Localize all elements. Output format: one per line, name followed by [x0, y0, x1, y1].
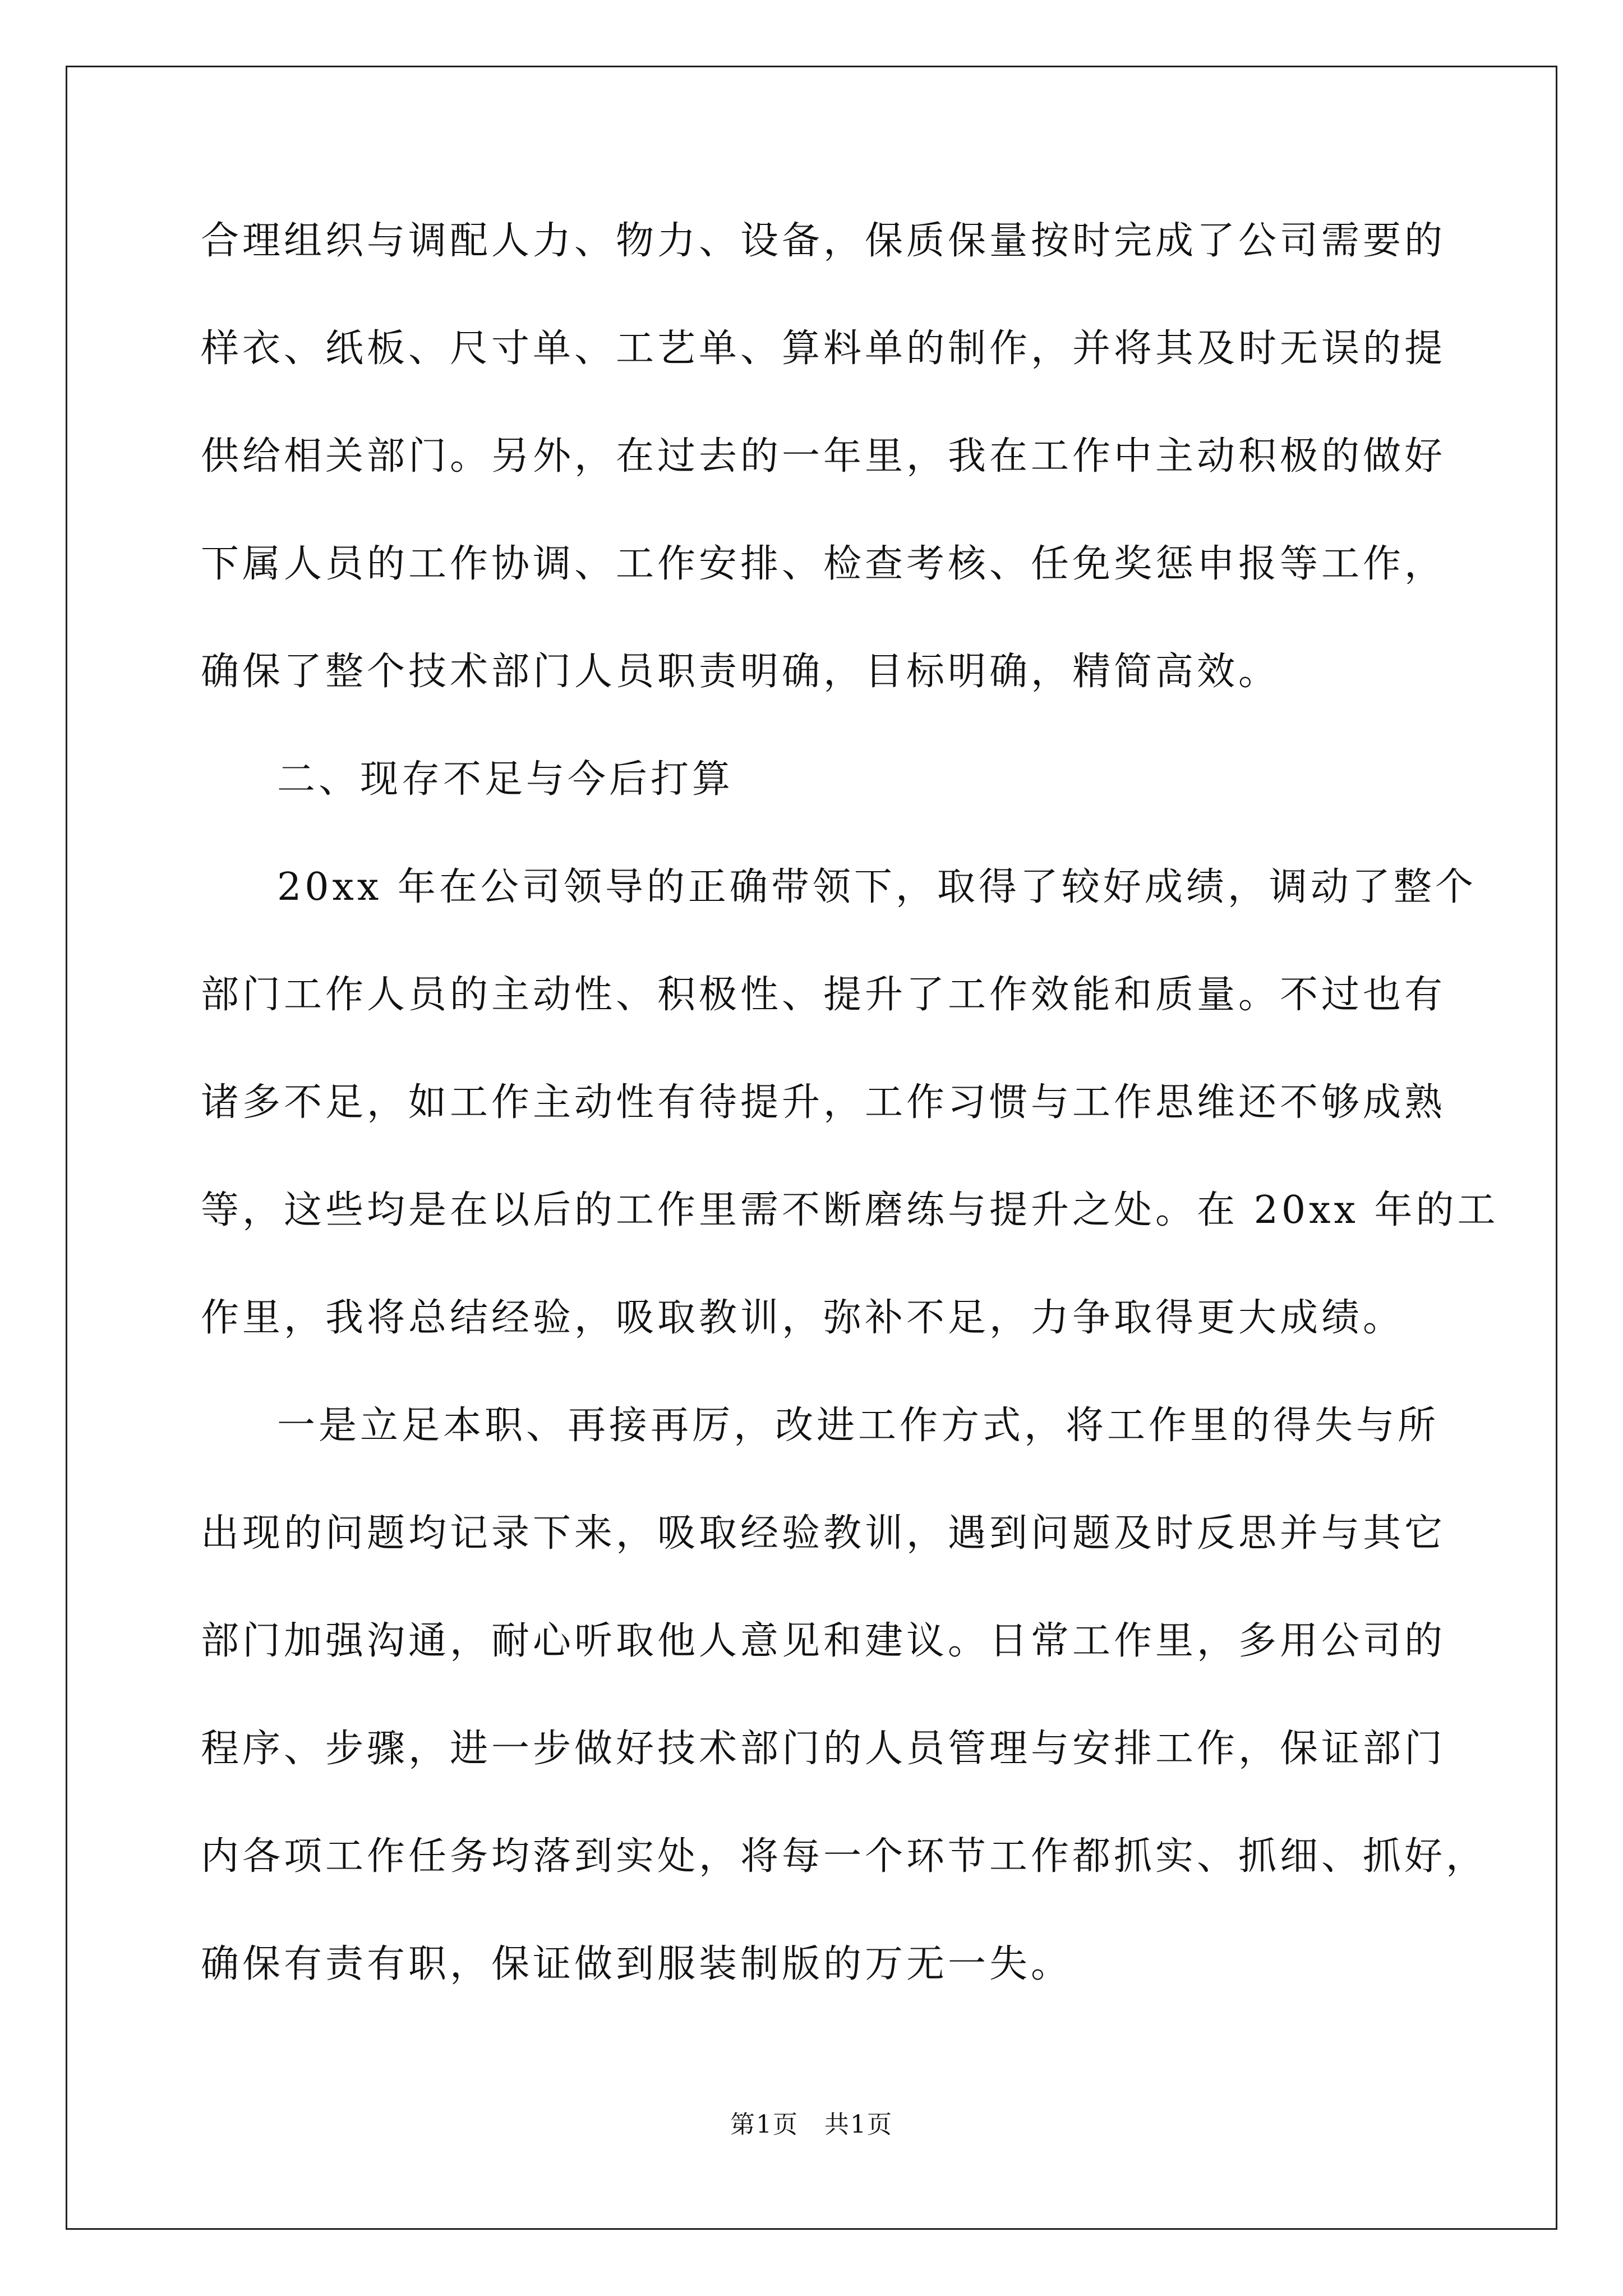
paragraph-line: 确保了整个技术部门人员职责明确，目标明确，精简高效。 [201, 650, 1280, 694]
paragraph-line: 等，这些均是在以后的工作里需不断磨练与提升之处。在 20xx 年的工 [201, 1188, 1499, 1232]
section-heading: 二、现存不足与今后打算 [277, 757, 734, 802]
page-total: 共1页 [824, 2110, 893, 2139]
paragraph-line: 下属人员的工作协调、工作安排、检查考核、任免奖惩申报等工作， [201, 542, 1446, 586]
paragraph-line: 一是立足本职、再接再厉，改进工作方式，将工作里的得失与所 [277, 1404, 1440, 1448]
paragraph-line: 样衣、纸板、尺寸单、工艺单、算料单的制作，并将其及时无误的提 [201, 326, 1446, 371]
paragraph-line: 确保有责有职，保证做到服装制版的万无一失。 [201, 1942, 1073, 1986]
paragraph-line: 部门加强沟通，耐心听取他人意见和建议。日常工作里，多用公司的 [201, 1619, 1446, 1663]
page-border [66, 66, 1557, 2230]
paragraph-line: 程序、步骤，进一步做好技术部门的人员管理与安排工作，保证部门 [201, 1727, 1446, 1771]
paragraph-line: 作里，我将总结经验，吸取教训，弥补不足，力争取得更大成绩。 [201, 1296, 1405, 1340]
page-footer [0, 2108, 1623, 2142]
page-number: 第1页 [730, 2110, 799, 2139]
paragraph-line: 20xx 年在公司领导的正确带领下，取得了较好成绩，调动了整个 [277, 865, 1477, 909]
paragraph-line: 诸多不足，如工作主动性有待提升，工作习惯与工作思维还不够成熟 [201, 1080, 1446, 1125]
paragraph-line: 供给相关部门。另外，在过去的一年里，我在工作中主动积极的做好 [201, 434, 1446, 478]
paragraph-line: 部门工作人员的主动性、积极性、提升了工作效能和质量。不过也有 [201, 973, 1446, 1017]
paragraph-line: 出现的问题均记录下来，吸取经验教训，遇到问题及时反思并与其它 [201, 1511, 1446, 1556]
paragraph-line: 合理组织与调配人力、物力、设备，保质保量按时完成了公司需要的 [201, 219, 1446, 263]
paragraph-line: 内各项工作任务均落到实处，将每一个环节工作都抓实、抓细、抓好， [201, 1834, 1488, 1879]
